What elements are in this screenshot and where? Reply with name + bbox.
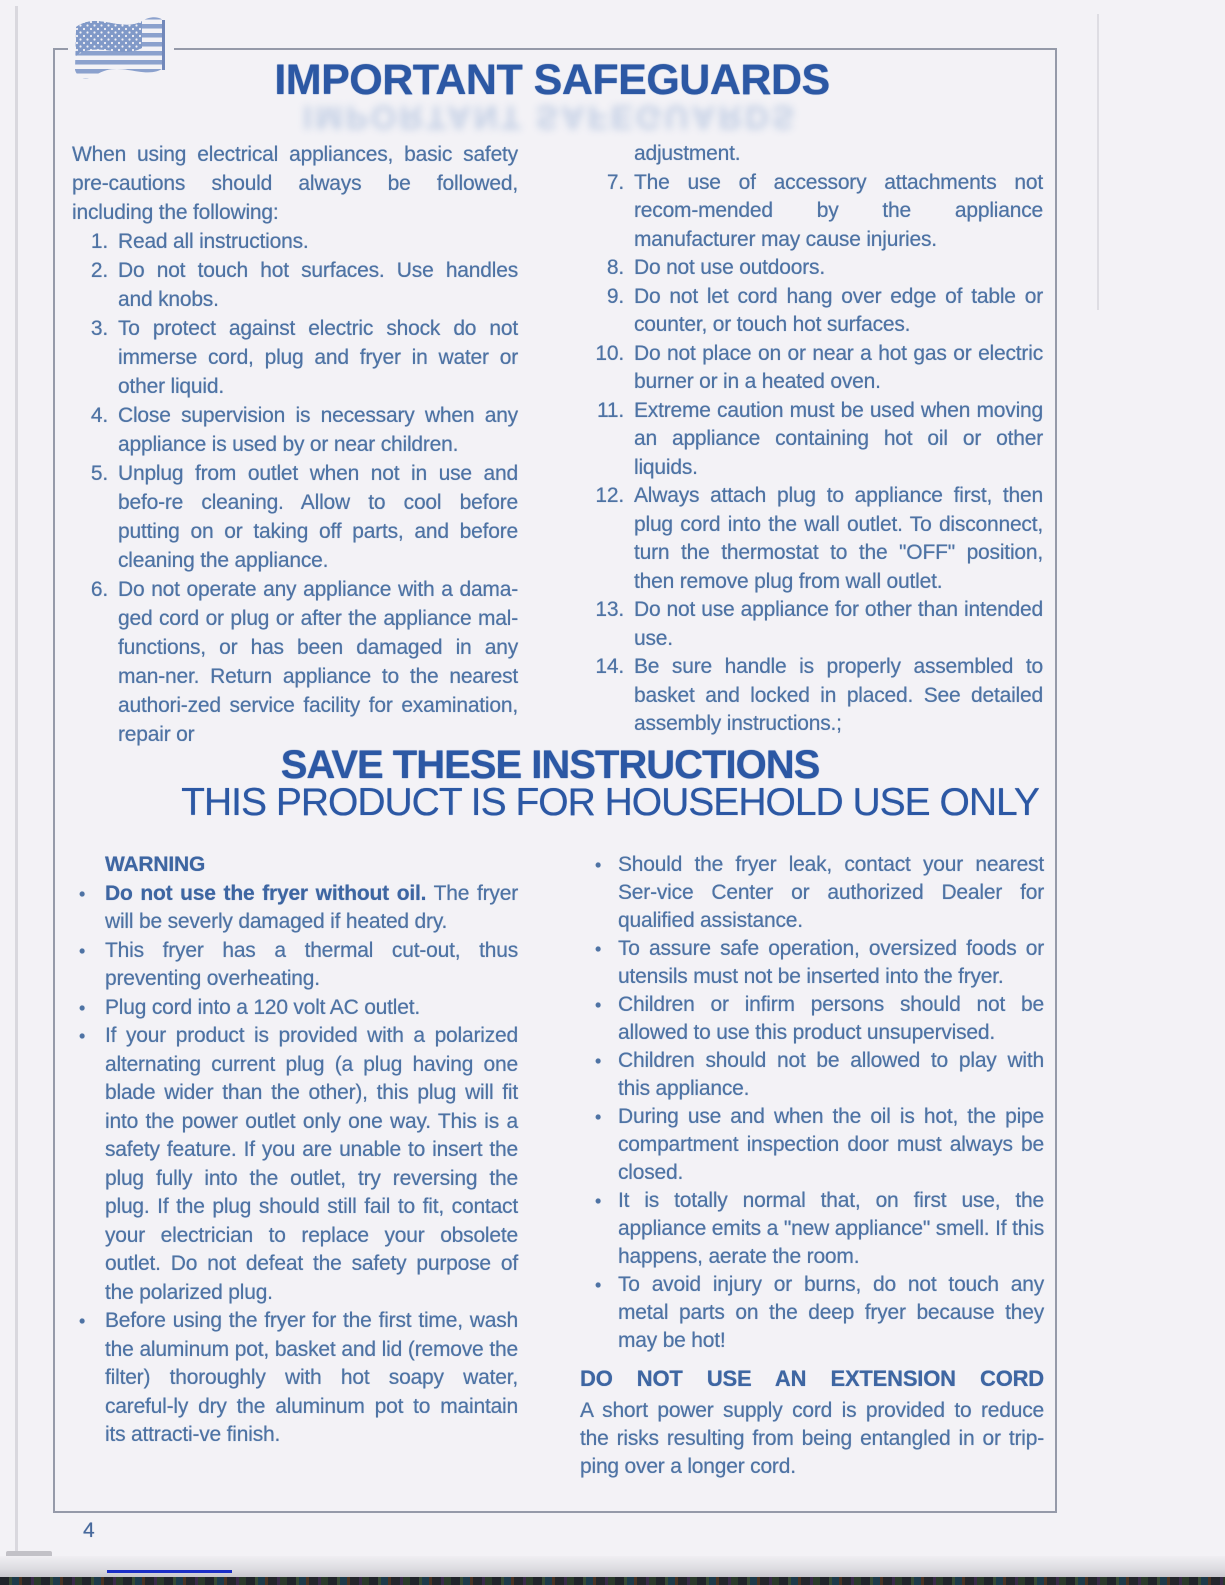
warning-column-right xyxy=(580,851,1044,1481)
safeguards-column-right xyxy=(588,140,1043,739)
item-text: The use of accessory attachments not recom-mended by the appliance manufacturer may cause injuries. xyxy=(634,170,1043,251)
us-flag-icon xyxy=(68,6,174,96)
safeguards-list-left xyxy=(72,227,518,749)
item-number: 3. xyxy=(90,317,108,340)
item-number: 11. xyxy=(596,398,624,422)
warning-bullet xyxy=(580,1047,1044,1103)
bullet-icon: • xyxy=(79,883,86,904)
bullet-body-text: Should the fryer leak, contact your nearest Ser-vice Center or authorized Dealer for qualified assistance. xyxy=(618,853,1044,932)
item-text: Do not use appliance for other than intended use. xyxy=(634,598,1043,650)
extension-cord-heading: DO NOT USE AN EXTENSION CORD xyxy=(580,1366,1044,1391)
bullet-body-text: This fryer has a thermal cut-out, thus preventing overheating. xyxy=(105,938,518,990)
safeguard-item xyxy=(588,482,1043,596)
safeguard-item xyxy=(588,340,1043,397)
extension-cord-text: A short power supply cord is provided to reduce the risks resulting from being entangled in or trip-ping over a longer cord. xyxy=(580,1399,1044,1478)
bullet-icon: • xyxy=(79,1026,86,1046)
item-number: 8. xyxy=(606,256,624,279)
item-number: 2. xyxy=(90,259,108,282)
safeguards-column-left xyxy=(72,140,518,749)
bullet-text xyxy=(618,1047,1044,1103)
item-number: 1. xyxy=(90,230,108,253)
showthrough-ghost-text: IMPORTANT SAFEGUARDS xyxy=(303,99,797,136)
item-text: Do not let cord hang over edge of table or counter, or touch hot surfaces. xyxy=(634,284,1043,336)
safeguard-item xyxy=(72,256,518,314)
bullet-body-text: To assure safe operation, oversized foods or utensils must not be inserted into the fryer. xyxy=(618,937,1044,988)
household-use-heading: THIS PRODUCT IS FOR HOUSEHOLD USE ONLY xyxy=(181,781,1039,824)
bullet-body-text: Before using the fryer for the first time, wash the aluminum pot, basket and lid (remove the filter) thoroughly with hot soapy water, careful-ly dry the aluminum pot to maintain its attracti-ve finish. xyxy=(105,1309,518,1446)
warning-bullet xyxy=(580,1187,1044,1271)
bullet-body-text: It is totally normal that, on first use, the appliance emits a "new appliance" smell. If this happens, aerate the room. xyxy=(618,1189,1044,1268)
page-number: 4 xyxy=(83,1519,95,1542)
bullet-icon: • xyxy=(595,995,602,1015)
warning-bullets-left xyxy=(72,880,518,1450)
continuation-text: adjustment. xyxy=(634,142,741,165)
safeguard-item xyxy=(72,227,518,256)
bullet-text xyxy=(105,1022,518,1307)
warning-bullet xyxy=(580,991,1044,1047)
warning-bullets-right xyxy=(580,851,1044,1355)
bullet-body-text: If your product is provided with a polarized alternating current plug (a plug having one blade wider than the other), this plug will fit into the power outlet only one way. This is a safety feature. If you are unable to insert the plug fully into the outlet, try reversing the plug. If the plug should still fail to fit, contact your electrician to replace your obsolete outlet. Do not defeat the safety purpose of the polarized plug. xyxy=(105,1024,518,1304)
warning-bullet xyxy=(72,994,518,1023)
bullet-text xyxy=(618,991,1044,1047)
scan-edge-band xyxy=(0,1556,1225,1577)
safeguard-item xyxy=(588,254,1043,283)
bullet-text xyxy=(618,1187,1044,1271)
bullet-text xyxy=(618,851,1044,935)
bullet-body-text: Children should not be allowed to play with this appliance. xyxy=(618,1049,1044,1100)
scan-blue-line xyxy=(107,1570,232,1573)
item-text: Read all instructions. xyxy=(118,230,309,253)
bullet-body-text: Plug cord into a 120 volt AC outlet. xyxy=(105,995,420,1019)
page-edge-shadow-right xyxy=(1097,14,1099,310)
item-number: 7. xyxy=(606,170,624,194)
warning-bullet xyxy=(72,1307,518,1450)
warning-bullet xyxy=(580,935,1044,991)
warning-bullet xyxy=(580,1271,1044,1355)
bullet-text xyxy=(105,1307,518,1450)
bullet-icon: • xyxy=(595,1107,602,1127)
item-number: 14. xyxy=(595,655,624,678)
safeguard-item xyxy=(72,401,518,459)
bullet-text xyxy=(618,935,1044,991)
bullet-icon: • xyxy=(595,1275,602,1295)
warning-heading: WARNING xyxy=(105,853,206,876)
warning-bullet xyxy=(72,1022,518,1307)
item-text: To protect against electric shock do not immerse cord, plug and fryer in water or other liquid. xyxy=(118,317,518,398)
safeguard-item xyxy=(72,459,518,575)
bullet-text xyxy=(618,1103,1044,1187)
page-title: IMPORTANT SAFEGUARDS xyxy=(274,56,830,104)
safeguard-item xyxy=(588,397,1043,483)
item-text: Do not use outdoors. xyxy=(634,256,825,279)
bullet-icon: • xyxy=(79,1311,86,1331)
us-flag-graphic xyxy=(68,6,174,96)
warning-bullet xyxy=(580,851,1044,935)
item-number: 4. xyxy=(90,404,108,427)
page-edge-shadow-left xyxy=(15,6,18,1561)
bullet-icon: • xyxy=(595,939,602,959)
item-text: Be sure handle is properly assembled to basket and locked in placed. See detailed assembly instructions.; xyxy=(634,655,1043,735)
safeguard-item xyxy=(588,653,1043,739)
item-text: Extreme caution must be used when moving an appliance containing hot oil or other liquids. xyxy=(634,398,1043,479)
item-number: 12. xyxy=(595,484,624,507)
warning-bullet xyxy=(72,937,518,994)
item-number: 5. xyxy=(90,462,108,485)
bullet-body-text: To avoid injury or burns, do not touch any metal parts on the deep fryer because they may be hot! xyxy=(618,1273,1044,1352)
item-number: 10. xyxy=(595,341,624,365)
bullet-icon: • xyxy=(79,997,86,1018)
bullet-icon: • xyxy=(595,1051,602,1071)
item-number: 9. xyxy=(606,284,624,308)
bullet-text xyxy=(105,994,518,1023)
safeguard-item xyxy=(588,283,1043,340)
bullet-text xyxy=(105,937,518,994)
safeguard-item xyxy=(72,575,518,749)
item-text: Close supervision is necessary when any appliance is used by or near children. xyxy=(118,404,518,456)
bullet-icon: • xyxy=(79,940,86,961)
bullet-icon: • xyxy=(595,855,602,875)
bullet-icon: • xyxy=(595,1191,602,1211)
warning-bullet xyxy=(580,1103,1044,1187)
item-text: Do not touch hot surfaces. Use handles and knobs. xyxy=(118,259,518,311)
item-number: 13. xyxy=(595,598,624,621)
intro-paragraph: When using electrical appliances, basic safety pre-cautions should always be followed, including the following: xyxy=(72,143,518,224)
bullet-body-text: Children or infirm persons should not be allowed to use this product unsupervised. xyxy=(618,993,1044,1044)
scan-noise-strip xyxy=(0,1577,1225,1585)
bullet-text xyxy=(618,1271,1044,1355)
bullet-body-text: During use and when the oil is hot, the pipe compartment inspection door must always be closed. xyxy=(618,1105,1044,1184)
warning-bullet xyxy=(72,880,518,937)
safeguards-list-right xyxy=(588,169,1043,739)
safeguard-item xyxy=(588,169,1043,255)
safeguard-item xyxy=(588,596,1043,653)
warning-column-left xyxy=(72,851,518,1450)
item-text: Do not place on or near a hot gas or electric burner or in a heated oven. xyxy=(634,341,1043,393)
item-number: 6. xyxy=(90,578,108,601)
save-instructions-heading: SAVE THESE INSTRUCTIONS xyxy=(280,743,820,787)
bullet-text xyxy=(105,880,518,937)
bullet-body-text: The fryer will be severly damaged if heated dry. xyxy=(105,881,518,933)
item-text: Do not operate any appliance with a dama-ged cord or plug or after the appliance mal-functions, or has been damaged in any man-ner. Return appliance to the nearest authori-zed service facility for examination, repair or xyxy=(118,578,518,746)
item-text: Always attach plug to appliance first, then plug cord into the wall outlet. To disconnect, turn the thermostat to the "OFF" position, then remove plug from wall outlet. xyxy=(634,484,1043,593)
bullet-lead-text: Do not use the fryer without oil. xyxy=(105,881,427,905)
item-text: Unplug from outlet when not in use and befo-re cleaning. Allow to cool before putting on or taking off parts, and before cleaning the appliance. xyxy=(118,462,518,572)
safeguard-item xyxy=(72,314,518,401)
